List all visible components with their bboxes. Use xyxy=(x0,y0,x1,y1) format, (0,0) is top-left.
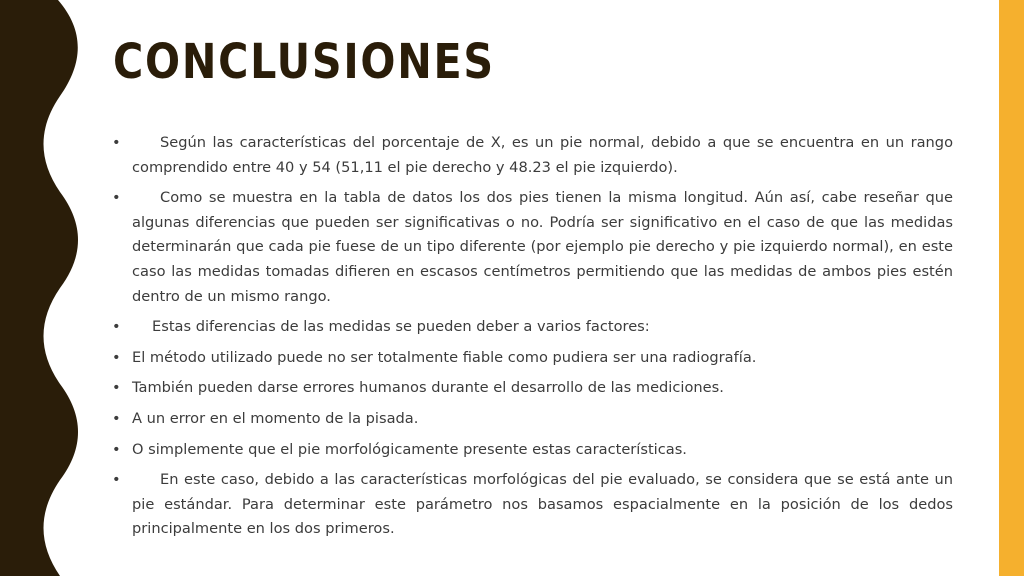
left-wavy-band-shape xyxy=(0,0,78,576)
bullet-icon: • xyxy=(112,318,121,336)
bullet-icon: • xyxy=(112,189,121,207)
bullet-item-8 xyxy=(112,468,953,542)
bullet-icon: • xyxy=(112,440,121,458)
bullet-icon: • xyxy=(112,471,121,489)
bullet-text: En este caso, debido a las características morfológicas del pie evaluado, se considera que se está ante un pie estándar. Para determinar este parámetro nos basamos espacialmente en la posición de los dedos principalmente en los dos primeros. xyxy=(132,471,953,538)
bullet-text: Como se muestra en la tabla de datos los dos pies tienen la misma longitud. Aún así, cabe reseñar que algunas diferencias que pueden ser significativas o no. Podría ser significativo en el caso de que las medidas determinarán que cada pie fuese de un tipo diferente (por ejemplo pie derecho y pie izquierdo normal), en este caso las medidas tomadas difieren en escasos centímetros permitiendo que las medidas de ambos pies estén dentro de un mismo rango. xyxy=(132,189,953,305)
bullet-icon: • xyxy=(112,409,121,427)
bullet-text: A un error en el momento de la pisada. xyxy=(132,409,419,427)
bullet-text: Estas diferencias de las medidas se pueden deber a varios factores: xyxy=(152,318,650,336)
bullet-text: También pueden darse errores humanos durante el desarrollo de las mediciones. xyxy=(132,379,724,397)
slide-title: CONCLUSIONES xyxy=(113,34,495,90)
right-accent-band xyxy=(999,0,1024,576)
bullet-list xyxy=(112,131,953,548)
bullet-item-4 xyxy=(112,346,953,371)
bullet-icon: • xyxy=(112,134,121,151)
bullet-text: El método utilizado puede no ser totalmente fiable como pudiera ser una radiografía. xyxy=(132,348,757,366)
bullet-icon: • xyxy=(112,348,121,366)
left-wavy-band xyxy=(0,0,110,576)
bullet-item-7 xyxy=(112,438,953,463)
bullet-text: O simplemente que el pie morfológicamente presente estas características. xyxy=(132,440,687,458)
bullet-icon: • xyxy=(112,379,121,397)
bullet-item-6 xyxy=(112,407,953,432)
bullet-item-3 xyxy=(112,315,953,340)
bullet-item-2 xyxy=(112,186,953,309)
bullet-text: Según las características del porcentaje de X, es un pie normal, debido a que se encuentra en un rango comprendido entre 40 y 54 (51,11 el pie derecho y 48.23 el pie izquierdo). xyxy=(132,134,953,176)
bullet-item-1 xyxy=(112,131,953,180)
bullet-item-5 xyxy=(112,376,953,401)
